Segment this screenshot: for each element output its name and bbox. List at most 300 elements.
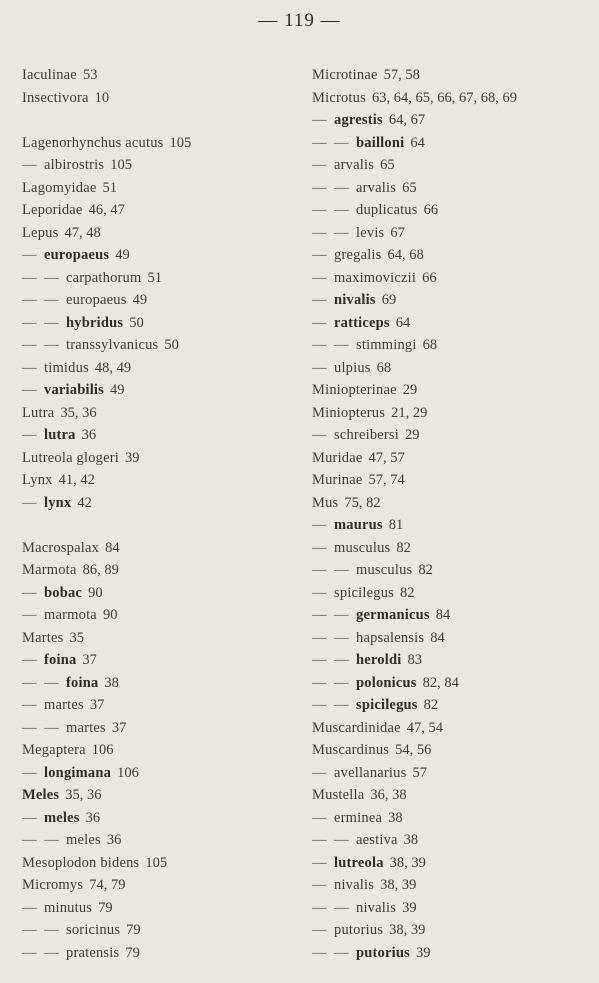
subentry-dash: — xyxy=(22,269,37,286)
subentry-dash: — xyxy=(312,674,327,691)
entry-term: Muscardinus xyxy=(312,742,390,758)
entry-term: minutus xyxy=(44,899,93,916)
index-entry xyxy=(312,334,592,357)
index-entry xyxy=(312,312,592,335)
subentry-dash: — xyxy=(334,899,349,916)
entry-page-refs: 64 xyxy=(395,314,411,331)
entry-page-refs: 38 xyxy=(104,674,119,691)
entry-term: Murinae xyxy=(312,472,363,488)
entry-page-refs: 38, 39 xyxy=(389,922,426,938)
index-entry xyxy=(312,154,592,177)
index-entry xyxy=(22,357,302,380)
index-entry xyxy=(312,852,592,875)
index-entry xyxy=(22,694,302,717)
entry-term: schreibersi xyxy=(334,427,400,443)
index-entry xyxy=(312,627,592,650)
index-entry xyxy=(312,582,592,605)
index-entry xyxy=(312,649,592,672)
index-entry xyxy=(22,64,302,87)
entry-spacer xyxy=(22,514,302,537)
index-entry xyxy=(22,447,302,470)
entry-term: longimana xyxy=(44,764,112,781)
entry-term: Insectivora xyxy=(22,89,89,106)
entry-term: meles xyxy=(66,832,101,848)
entry-term: hapsalensis xyxy=(356,629,425,646)
entry-page-refs: 35 xyxy=(69,629,84,646)
index-entry xyxy=(312,829,592,852)
subentry-dash: — xyxy=(312,854,327,871)
subentry-dash: — xyxy=(312,427,327,443)
entry-term: maurus xyxy=(334,517,383,533)
entry-page-refs: 74, 79 xyxy=(89,877,126,893)
entry-term: lutra xyxy=(44,427,76,443)
entry-term: musculus xyxy=(334,539,391,556)
entry-term: arvalis xyxy=(356,179,397,196)
entry-page-refs: 86, 89 xyxy=(82,562,119,578)
subentry-dash: — xyxy=(312,359,327,376)
entry-page-refs: 64 xyxy=(410,134,425,151)
entry-term: Miniopterus xyxy=(312,404,386,421)
entry-page-refs: 35, 36 xyxy=(60,404,97,421)
entry-page-refs: 65 xyxy=(402,179,417,196)
index-entry xyxy=(22,177,302,200)
entry-term: Miniopterinae xyxy=(312,382,397,398)
entry-page-refs: 48, 49 xyxy=(94,359,132,376)
entry-term: soricinus xyxy=(66,922,121,938)
index-entry xyxy=(22,852,302,875)
entry-term: ulpius xyxy=(334,359,371,376)
entry-page-refs: 54, 56 xyxy=(395,742,432,758)
index-entry xyxy=(312,942,592,965)
entry-page-refs: 39 xyxy=(125,449,140,466)
subentry-dash: — xyxy=(312,922,327,938)
entry-term: bobac xyxy=(44,584,83,601)
entry-page-refs: 42 xyxy=(77,494,92,511)
subentry-dash: — xyxy=(312,202,327,218)
entry-term: duplicatus xyxy=(356,202,418,218)
entry-page-refs: 84 xyxy=(430,629,445,646)
entry-page-refs: 29 xyxy=(405,427,420,443)
index-entry xyxy=(22,829,302,852)
subentry-dash: — xyxy=(334,337,349,353)
subentry-dash: — xyxy=(312,314,327,331)
entry-term: transsylvanicus xyxy=(66,337,159,353)
entry-page-refs: 79 xyxy=(98,899,113,916)
entry-page-refs: 29 xyxy=(402,382,418,398)
index-entry xyxy=(312,604,592,627)
subentry-dash: — xyxy=(44,337,59,353)
index-entry xyxy=(22,672,302,695)
index-entry xyxy=(312,177,592,200)
page-number: — 119 — xyxy=(258,10,341,31)
index-entry xyxy=(312,267,592,290)
entry-page-refs: 65 xyxy=(380,157,395,173)
entry-term: nivalis xyxy=(334,292,376,308)
entry-term: bailloni xyxy=(356,134,405,151)
entry-page-refs: 82 xyxy=(396,539,411,556)
entry-page-refs: 51 xyxy=(102,179,117,196)
entry-term: germanicus xyxy=(356,607,430,623)
entry-term: albirostris xyxy=(44,157,105,173)
index-entry xyxy=(22,897,302,920)
entry-term: foina xyxy=(66,674,99,691)
entry-page-refs: 39 xyxy=(402,899,417,916)
entry-page-refs: 79 xyxy=(125,944,140,961)
entry-term: variabilis xyxy=(44,382,105,398)
entry-page-refs: 106 xyxy=(117,764,139,781)
entry-term: Leporidae xyxy=(22,202,83,218)
subentry-dash: — xyxy=(334,607,349,623)
subentry-dash: — xyxy=(312,944,327,961)
subentry-dash: — xyxy=(334,134,349,151)
entry-page-refs: 38, 39 xyxy=(389,854,426,871)
entry-page-refs: 36 xyxy=(81,427,97,443)
entry-page-refs: 37 xyxy=(82,652,97,668)
subentry-dash: — xyxy=(312,337,327,353)
index-entry xyxy=(312,762,592,785)
index-entry xyxy=(312,784,592,807)
entry-term: Microtinae xyxy=(312,67,378,83)
entry-page-refs: 106 xyxy=(91,742,114,758)
subentry-dash: — xyxy=(22,337,37,353)
index-entry xyxy=(312,357,592,380)
subentry-dash: — xyxy=(312,517,327,533)
entry-term: Macrospalax xyxy=(22,539,100,556)
subentry-dash: — xyxy=(312,157,327,173)
subentry-dash: — xyxy=(312,247,327,263)
entry-term: timidus xyxy=(44,359,89,376)
index-entry xyxy=(312,537,592,560)
entry-page-refs: 47, 48 xyxy=(64,224,101,241)
subentry-dash: — xyxy=(334,674,349,691)
entry-term: nivalis xyxy=(356,899,397,916)
entry-page-refs: 39 xyxy=(415,944,431,961)
index-entry xyxy=(22,267,302,290)
entry-term: musculus xyxy=(356,562,413,578)
entry-page-refs: 49 xyxy=(115,247,130,263)
entry-page-refs: 53 xyxy=(82,67,98,83)
subentry-dash: — xyxy=(312,584,327,601)
subentry-dash: — xyxy=(22,944,37,961)
index-entry xyxy=(312,717,592,740)
entry-term: agrestis xyxy=(334,112,383,128)
entry-page-refs: 68 xyxy=(422,337,438,353)
entry-term: putorius xyxy=(356,944,410,961)
entry-page-refs: 90 xyxy=(88,584,103,601)
entry-page-refs: 10 xyxy=(94,89,110,106)
index-entry xyxy=(312,64,592,87)
index-entry xyxy=(312,874,592,897)
index-entry xyxy=(22,762,302,785)
subentry-dash: — xyxy=(22,494,37,511)
subentry-dash: — xyxy=(312,877,327,893)
subentry-dash: — xyxy=(312,539,327,556)
entry-term: hybridus xyxy=(66,314,124,331)
entry-term: carpathorum xyxy=(66,269,142,286)
subentry-dash: — xyxy=(22,382,37,398)
entry-term: Lynx xyxy=(22,472,53,488)
entry-page-refs: 36 xyxy=(85,809,101,826)
entry-page-refs: 50 xyxy=(164,337,179,353)
index-entry xyxy=(312,897,592,920)
entry-page-refs: 81 xyxy=(388,517,404,533)
subentry-dash: — xyxy=(312,899,327,916)
subentry-dash: — xyxy=(22,764,37,781)
entry-term: Megaptera xyxy=(22,742,86,758)
index-entry xyxy=(22,379,302,402)
index-entry xyxy=(22,222,302,245)
subentry-dash: — xyxy=(44,922,59,938)
entry-page-refs: 41, 42 xyxy=(58,472,95,488)
index-entry xyxy=(22,334,302,357)
entry-term: Mus xyxy=(312,494,339,511)
index-entry xyxy=(22,649,302,672)
entry-page-refs: 105 xyxy=(145,854,168,871)
entry-term: Lutra xyxy=(22,404,55,421)
index-entry xyxy=(22,874,302,897)
entry-term: spicilegus xyxy=(356,697,418,713)
entry-page-refs: 57, 74 xyxy=(368,472,405,488)
subentry-dash: — xyxy=(312,832,327,848)
subentry-dash: — xyxy=(312,697,327,713)
entry-term: lutreola xyxy=(334,854,384,871)
entry-term: avellanarius xyxy=(334,764,407,781)
entry-page-refs: 46, 47 xyxy=(88,202,125,218)
entry-page-refs: 90 xyxy=(102,607,118,623)
subentry-dash: — xyxy=(334,179,349,196)
entry-page-refs: 47, 57 xyxy=(368,449,405,466)
entry-page-refs: 57, 58 xyxy=(383,67,420,83)
entry-page-refs: 105 xyxy=(110,157,132,173)
entry-term: Mesoplodon bidens xyxy=(22,854,140,871)
entry-term: martes xyxy=(44,697,84,713)
index-entry xyxy=(312,469,592,492)
entry-term: Micromys xyxy=(22,877,84,893)
entry-term: polonicus xyxy=(356,674,417,691)
left-index-column xyxy=(22,64,302,964)
index-entry xyxy=(312,672,592,695)
subentry-dash: — xyxy=(22,247,37,263)
subentry-dash: — xyxy=(22,809,37,826)
entry-page-refs: 84 xyxy=(105,539,120,556)
entry-term: stimmingi xyxy=(356,337,417,353)
subentry-dash: — xyxy=(312,292,327,308)
entry-term: nivalis xyxy=(334,877,375,893)
subentry-dash: — xyxy=(22,314,37,331)
entry-page-refs: 105 xyxy=(169,134,192,151)
subentry-dash: — xyxy=(334,562,349,578)
index-entry xyxy=(312,514,592,537)
entry-term: Iaculinae xyxy=(22,67,77,83)
entry-page-refs: 36, 38 xyxy=(370,787,407,803)
entry-page-refs: 38 xyxy=(403,832,419,848)
entry-term: lynx xyxy=(44,494,72,511)
subentry-dash: — xyxy=(334,202,349,218)
entry-page-refs: 35, 36 xyxy=(65,787,102,803)
entry-page-refs: 63, 64, 65, 66, 67, 68, 69 xyxy=(371,89,517,106)
entry-term: levis xyxy=(356,224,385,241)
entry-term: marmota xyxy=(44,607,97,623)
entry-page-refs: 64, 67 xyxy=(388,112,426,128)
subentry-dash: — xyxy=(312,809,327,826)
subentry-dash: — xyxy=(44,719,59,736)
entry-term: aestiva xyxy=(356,832,398,848)
index-entry xyxy=(22,199,302,222)
entry-page-refs: 82 xyxy=(423,697,439,713)
index-entry xyxy=(22,739,302,762)
subentry-dash: — xyxy=(334,832,349,848)
subentry-dash: — xyxy=(334,697,349,713)
entry-page-refs: 47, 54 xyxy=(406,719,444,736)
right-index-column xyxy=(312,64,592,964)
subentry-dash: — xyxy=(22,719,37,736)
index-entry xyxy=(22,784,302,807)
index-entry xyxy=(312,492,592,515)
entry-page-refs: 79 xyxy=(126,922,141,938)
entry-page-refs: 38 xyxy=(388,809,403,826)
subentry-dash: — xyxy=(44,832,59,848)
index-entry xyxy=(22,289,302,312)
entry-page-refs: 21, 29 xyxy=(391,404,428,421)
subentry-dash: — xyxy=(334,224,349,241)
index-entry xyxy=(22,424,302,447)
entry-page-refs: 36 xyxy=(106,832,122,848)
index-entry xyxy=(312,109,592,132)
entry-term: europaeus xyxy=(66,292,127,308)
subentry-dash: — xyxy=(312,764,327,781)
subentry-dash: — xyxy=(334,944,349,961)
index-entry xyxy=(312,132,592,155)
subentry-dash: — xyxy=(44,292,59,308)
subentry-dash: — xyxy=(22,652,37,668)
subentry-dash: — xyxy=(312,269,327,286)
subentry-dash: — xyxy=(312,607,327,623)
subentry-dash: — xyxy=(22,584,37,601)
entry-page-refs: 67 xyxy=(390,224,405,241)
index-entry xyxy=(22,132,302,155)
entry-page-refs: 75, 82 xyxy=(344,494,381,511)
entry-page-refs: 64, 68 xyxy=(387,247,424,263)
entry-term: Mustella xyxy=(312,787,365,803)
entry-spacer xyxy=(22,109,302,132)
entry-term: ratticeps xyxy=(334,314,390,331)
subentry-dash: — xyxy=(22,427,37,443)
index-entry xyxy=(312,447,592,470)
subentry-dash: — xyxy=(22,922,37,938)
entry-term: Muridae xyxy=(312,449,363,466)
index-entry xyxy=(22,312,302,335)
entry-term: Lepus xyxy=(22,224,59,241)
entry-term: arvalis xyxy=(334,157,375,173)
subentry-dash: — xyxy=(44,269,59,286)
subentry-dash: — xyxy=(22,674,37,691)
index-entry xyxy=(22,717,302,740)
index-entry xyxy=(312,919,592,942)
entry-term: foina xyxy=(44,652,77,668)
entry-page-refs: 82 xyxy=(400,584,415,601)
entry-page-refs: 69 xyxy=(381,292,397,308)
entry-page-refs: 37 xyxy=(89,697,105,713)
entry-page-refs: 38, 39 xyxy=(380,877,417,893)
index-entry xyxy=(312,559,592,582)
entry-term: europaeus xyxy=(44,247,110,263)
entry-term: Martes xyxy=(22,629,64,646)
entry-page-refs: 49 xyxy=(110,382,125,398)
entry-page-refs: 66 xyxy=(422,269,437,286)
index-entry xyxy=(312,244,592,267)
index-entry xyxy=(312,199,592,222)
entry-term: erminea xyxy=(334,809,383,826)
index-entry xyxy=(22,154,302,177)
entry-term: meles xyxy=(44,809,80,826)
entry-term: Lagomyidae xyxy=(22,179,97,196)
index-entry xyxy=(312,289,592,312)
entry-page-refs: 37 xyxy=(111,719,127,736)
subentry-dash: — xyxy=(44,944,59,961)
index-entry xyxy=(22,87,302,110)
entry-page-refs: 66 xyxy=(423,202,439,218)
subentry-dash: — xyxy=(22,292,37,308)
index-entry xyxy=(22,627,302,650)
subentry-dash: — xyxy=(22,359,37,376)
index-entry xyxy=(22,244,302,267)
entry-term: Marmota xyxy=(22,562,77,578)
subentry-dash: — xyxy=(312,179,327,196)
index-entry xyxy=(312,379,592,402)
subentry-dash: — xyxy=(312,112,327,128)
entry-term: putorius xyxy=(334,922,384,938)
index-entry xyxy=(22,492,302,515)
subentry-dash: — xyxy=(44,314,59,331)
subentry-dash: — xyxy=(22,832,37,848)
index-entry xyxy=(312,739,592,762)
subentry-dash: — xyxy=(312,629,327,646)
entry-term: gregalis xyxy=(334,247,382,263)
subentry-dash: — xyxy=(312,134,327,151)
entry-page-refs: 57 xyxy=(412,764,427,781)
subentry-dash: — xyxy=(22,697,37,713)
subentry-dash: — xyxy=(22,157,37,173)
entry-page-refs: 84 xyxy=(435,607,451,623)
index-entry xyxy=(22,942,302,965)
subentry-dash: — xyxy=(334,629,349,646)
entry-term: Muscardinidae xyxy=(312,719,401,736)
entry-term: Microtus xyxy=(312,89,366,106)
index-entry xyxy=(22,559,302,582)
entry-term: martes xyxy=(66,719,106,736)
entry-term: heroldi xyxy=(356,652,402,668)
index-entry xyxy=(22,807,302,830)
entry-page-refs: 51 xyxy=(147,269,162,286)
index-entry xyxy=(312,87,592,110)
entry-term: pratensis xyxy=(66,944,120,961)
entry-term: Lutreola glogeri xyxy=(22,449,120,466)
entry-term: Lagenorhynchus acutus xyxy=(22,134,164,151)
entry-page-refs: 82 xyxy=(418,562,433,578)
index-entry xyxy=(22,604,302,627)
entry-page-refs: 82, 84 xyxy=(422,674,459,691)
entry-page-refs: 50 xyxy=(129,314,144,331)
entry-page-refs: 83 xyxy=(407,652,422,668)
entry-page-refs: 49 xyxy=(132,292,148,308)
index-entry xyxy=(312,694,592,717)
index-entry xyxy=(22,469,302,492)
entry-page-refs: 68 xyxy=(376,359,392,376)
entry-term: Meles xyxy=(22,787,60,803)
index-entry xyxy=(22,582,302,605)
subentry-dash: — xyxy=(312,224,327,241)
index-entry xyxy=(312,222,592,245)
